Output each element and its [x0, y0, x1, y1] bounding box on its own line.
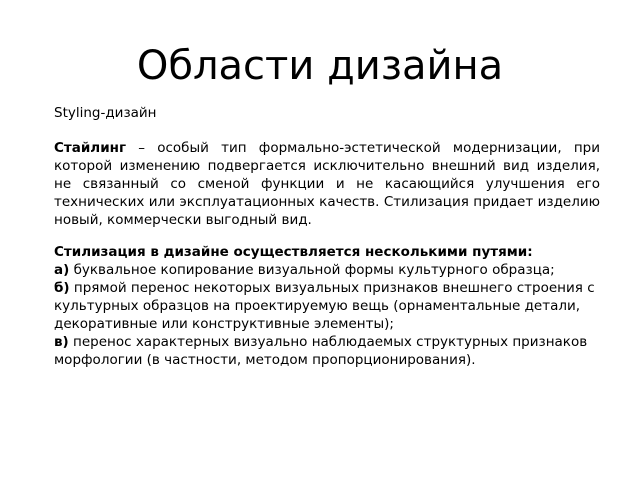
list-item	[54, 279, 614, 333]
list-item-marker: а)	[54, 262, 70, 278]
definition-term: Стайлинг	[54, 140, 127, 156]
ways-list	[54, 261, 614, 369]
slide-subtitle: Styling-дизайн	[54, 105, 157, 121]
list-item-text: перенос характерных визуально наблюдаемых структурных признаков морфологии (в частности, методом пропорционирования).	[54, 334, 588, 368]
list-item	[54, 333, 614, 369]
definition-paragraph	[54, 139, 600, 229]
ways-heading: Стилизация в дизайне осуществляется несколькими путями:	[54, 244, 533, 260]
list-item-text: прямой перенос некоторых визуальных признаков внешнего строения с культурных образцов на проектируемую вещь (орнаментальные детали, декоративные или конструктивные элементы);	[54, 280, 595, 332]
list-item	[54, 261, 614, 279]
list-item-marker: в)	[54, 334, 69, 350]
definition-text: – особый тип формально-эстетической модернизации, при которой изменению подвергается исключительно внешний вид изделия, не связанный со сменой функции и не касающийся улучшения его технических или эксплуатационных качеств. Стилизация придает изделию новый, коммерчески выгодный вид.	[54, 140, 600, 228]
list-item-marker: б)	[54, 280, 70, 296]
list-item-text: буквальное копирование визуальной формы культурного образца;	[69, 262, 555, 278]
slide-title: Области дизайна	[136, 43, 504, 89]
